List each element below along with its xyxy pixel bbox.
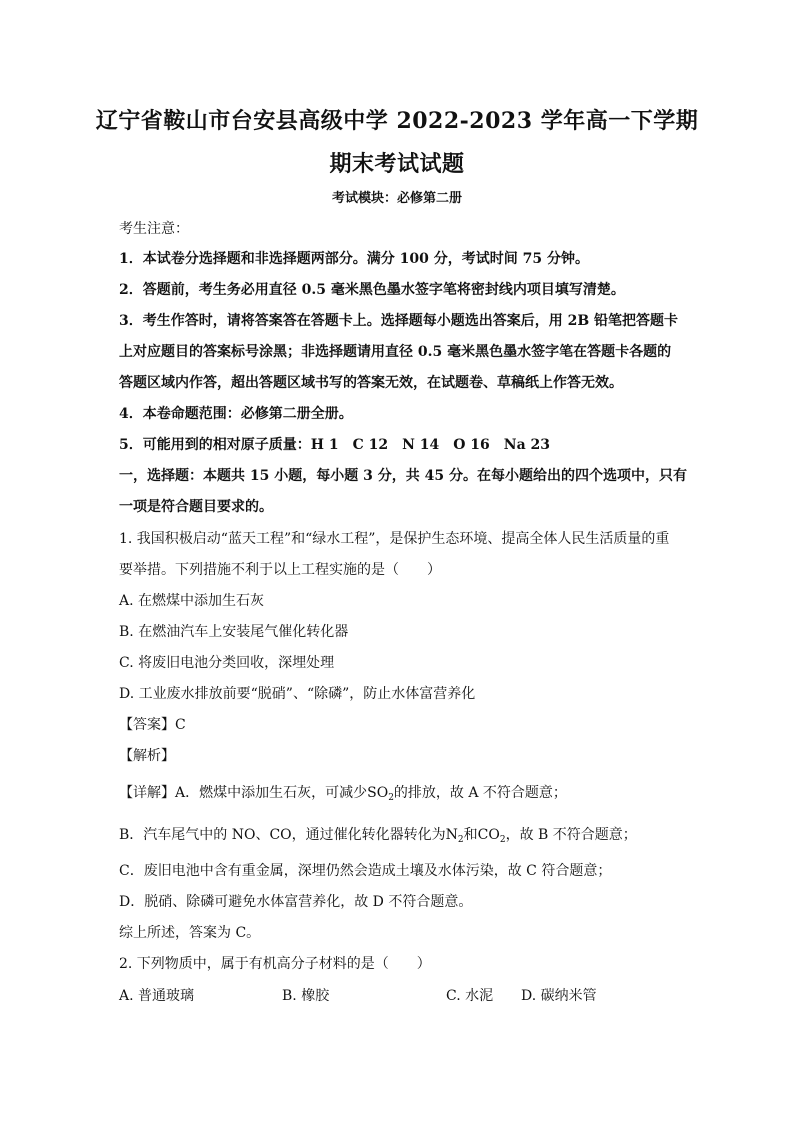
section-heading: 一，选择题：本题共 15 小题，每小题 3 分，共 45 分。在每小题给出的四个选项中，只有	[119, 468, 687, 484]
question-1-option-a: A. 在燃煤中添加生石灰	[119, 593, 265, 609]
question-1-detail-a	[119, 784, 567, 807]
detail-b-tail: ，故 B 不符合题意；	[505, 827, 637, 843]
notice-item-2: 2．答题前，考生务必用直径 0.5 毫米黑色墨水签字笔将密封线内项目填写清楚。	[119, 282, 625, 298]
question-1-analysis-label: 【解析】	[119, 748, 175, 764]
question-1-detail-d: D．脱硝、除磷可避免水体富营养化，故 D 不符合题意。	[119, 894, 473, 910]
question-2-stem: 2. 下列物质中，属于有机高分子材料的是（ ）	[119, 956, 431, 972]
question-1-stem-cont: 要举措。下列措施不利于以上工程实施的是（ ）	[119, 562, 441, 578]
question-1-summary: 综上所述，答案为 C。	[119, 925, 261, 941]
notice-item-5: 5．可能用到的相对原子质量：H 1 C 12 N 14 O 16 Na 23	[119, 437, 551, 453]
section-heading-cont: 一项是符合题目要求的。	[119, 499, 273, 515]
exam-module: 考试模块：必修第二册	[331, 191, 462, 206]
question-1-answer: 【答案】C	[119, 717, 186, 733]
detail-a-tail: 的排放，故 A 不符合题意；	[393, 785, 567, 801]
detail-b-and: 和	[463, 827, 478, 843]
formula-n2: $N_2$	[445, 827, 464, 845]
notice-item-4: 4．本卷命题范围：必修第二册全册。	[119, 406, 353, 422]
formula-so2: $SO_2$	[367, 785, 394, 803]
question-2-option-a: A. 普通玻璃	[119, 988, 195, 1004]
exam-title-line1: 辽宁省鞍山市台安县高级中学 2022-2023 学年高一下学期	[95, 108, 699, 134]
question-1-option-c: C. 将废旧电池分类回收，深埋处理	[119, 655, 335, 671]
question-1-detail-c: C．废旧电池中含有重金属，深埋仍然会造成土壤及水体污染，故 C 符合题意；	[119, 863, 612, 879]
detail-a-text: 【详解】A．燃煤中添加生石灰，可减少	[119, 785, 368, 801]
notice-heading: 考生注意：	[119, 221, 189, 237]
notice-item-3-cont: 上对应题目的答案标号涂黑；非选择题请用直径 0.5 毫米黑色墨水签字笔在答题卡各题的	[119, 344, 672, 360]
notice-item-3: 3．考生作答时，请将答案答在答题卡上。选择题每小题选出答案后，用 2B 铅笔把答题卡	[119, 313, 679, 329]
formula-co2: $CO_2$	[477, 827, 506, 845]
question-2-option-d: D. 碳纳米管	[521, 988, 597, 1004]
exam-title-line2: 期末考试试题	[329, 151, 465, 177]
question-2-option-b: B. 橡胶	[282, 988, 330, 1004]
question-1-stem: 1. 我国积极启动“蓝天工程”和“绿水工程”，是保护生态环境、提高全体人民生活质量的重	[119, 531, 670, 547]
detail-b-text: B．汽车尾气中的 NO、CO，通过催化转化器转化为	[119, 827, 446, 843]
question-1-option-b: B. 在燃油汽车上安装尾气催化转化器	[119, 624, 349, 640]
question-1-option-d: D. 工业废水排放前要“脱硝”、“除磷”，防止水体富营养化	[119, 686, 476, 702]
notice-item-3-cont2: 答题区域内作答，超出答题区域书写的答案无效，在试题卷、草稿纸上作答无效。	[119, 375, 623, 391]
notice-item-1: 1．本试卷分选择题和非选择题两部分。满分 100 分，考试时间 75 分钟。	[119, 251, 589, 267]
question-2-option-c: C. 水泥	[446, 988, 494, 1004]
question-1-detail-b	[119, 826, 637, 849]
